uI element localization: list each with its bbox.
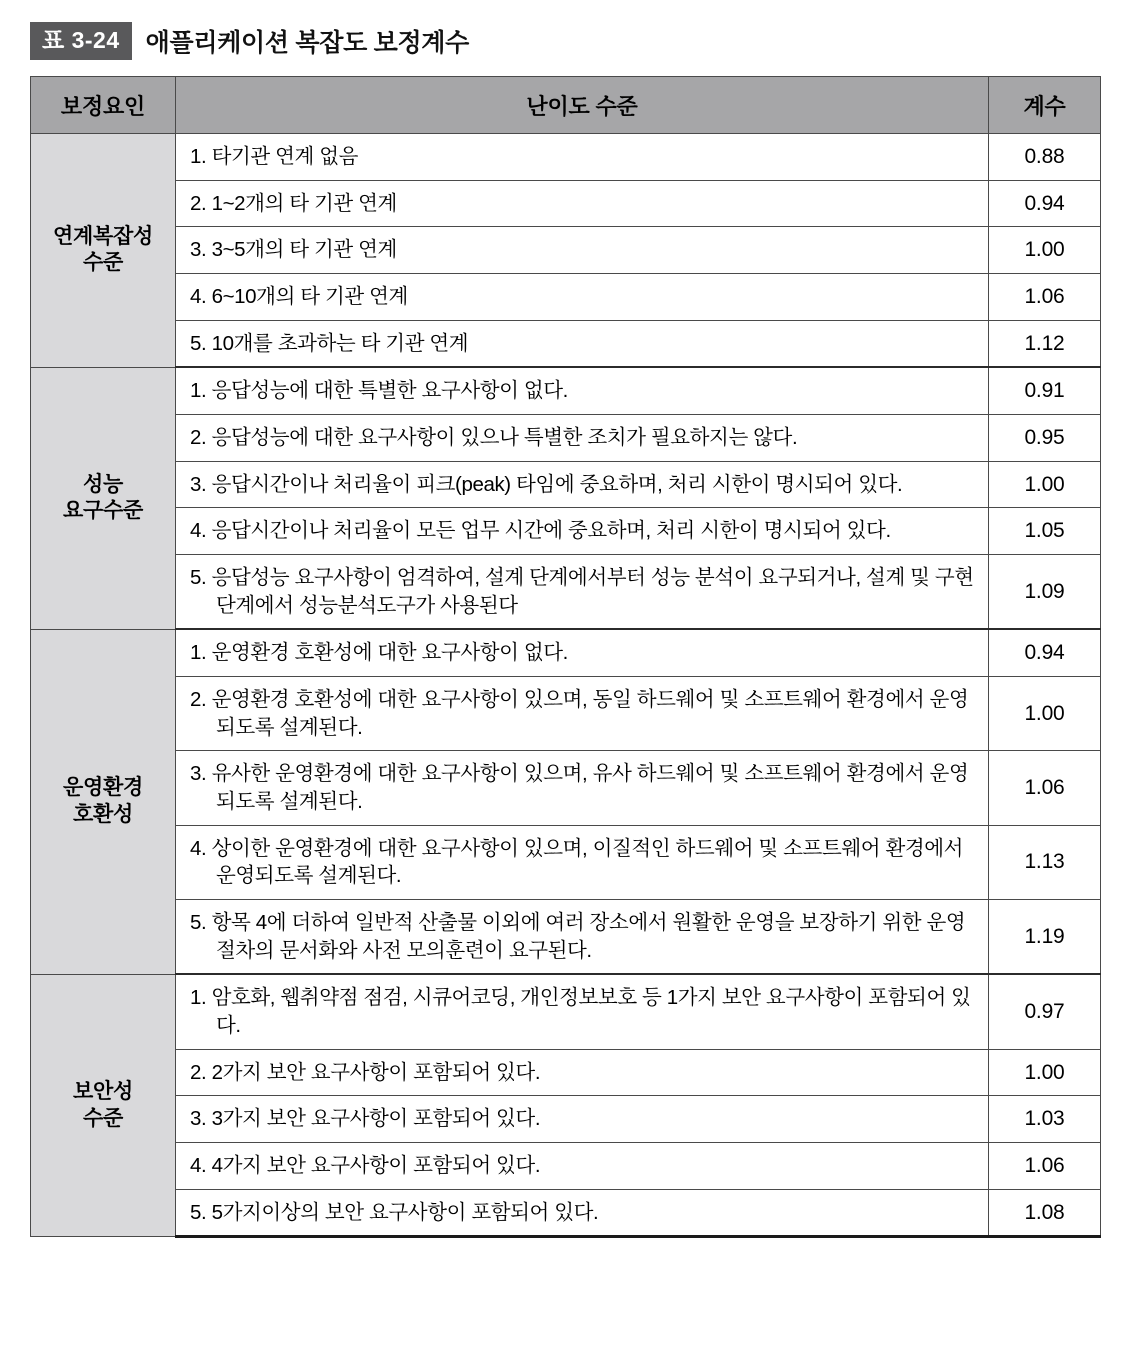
level-description-cell [176, 1049, 989, 1096]
group-label-line: 수준 [83, 251, 123, 275]
level-description-cell [176, 751, 989, 825]
group-label-line: 연계복잡성 [53, 224, 153, 248]
table-row [31, 461, 1101, 508]
level-description-text: 5. 항목 4에 더하여 일반적 산출물 이외에 여러 장소에서 원활한 운영을 보장하기 위한 운영 절차의 문서화와 사전 모의훈련이 요구된다. [190, 911, 966, 962]
table-row [31, 227, 1101, 274]
table-row [31, 629, 1101, 676]
level-description-text: 4. 6~10개의 타 기관 연계 [190, 285, 408, 309]
level-description-text: 1. 운영환경 호환성에 대한 요구사항이 없다. [190, 641, 568, 665]
level-description-text: 5. 10개를 초과하는 타 기관 연계 [190, 331, 469, 355]
level-description-text: 1. 암호화, 웹취약점 점검, 시큐어코딩, 개인정보보호 등 1가지 보안 요구사항이 포함되어 있다. [190, 986, 971, 1038]
group-label-line: 성능 [83, 472, 123, 496]
level-description-text: 2. 응답성능에 대한 요구사항이 있으나 특별한 조치가 필요하지는 않다. [190, 426, 798, 450]
table-row [31, 508, 1101, 555]
table-row [31, 900, 1101, 975]
column-header-factor: 보정요인 [31, 77, 176, 134]
table-row [31, 751, 1101, 825]
group-label-cell [31, 629, 176, 974]
level-description-cell [176, 1189, 989, 1237]
table-row [31, 1096, 1101, 1143]
level-description-cell [176, 508, 989, 555]
level-description-cell [176, 274, 989, 321]
level-description-text: 5. 응답성능 요구사항이 엄격하여, 설계 단계에서부터 성능 분석이 요구되거나, 설계 및 구현단계에서 성능분석도구가 사용된다 [190, 566, 974, 617]
group-label-line: 수준 [83, 1106, 123, 1130]
level-description-text: 2. 1~2개의 타 기관 연계 [190, 191, 397, 215]
coefficient-cell: 1.00 [989, 461, 1101, 508]
level-description-cell [176, 825, 989, 899]
group-label-line: 호환성 [73, 802, 133, 826]
table-header-row [31, 77, 1101, 134]
level-description-text: 2. 2가지 보안 요구사항이 포함되어 있다. [190, 1060, 541, 1084]
level-description-cell [176, 629, 989, 676]
coefficient-cell: 0.95 [989, 415, 1101, 462]
coefficient-cell: 1.05 [989, 508, 1101, 555]
level-description-cell [176, 1096, 989, 1143]
table-number-tag: 표 3-24 [30, 22, 132, 60]
table-header [31, 77, 1101, 134]
level-description-cell [176, 415, 989, 462]
coefficient-cell: 0.94 [989, 180, 1101, 227]
level-description-cell [176, 555, 989, 630]
level-description-text: 3. 응답시간이나 처리율이 피크(peak) 타임에 중요하며, 처리 시한이 명시되어 있다. [190, 472, 903, 496]
level-description-text: 3. 유사한 운영환경에 대한 요구사항이 있으며, 유사 하드웨어 및 소프트웨어 환경에서 운영되도록 설계된다. [190, 762, 969, 814]
table-row [31, 134, 1101, 181]
level-description-text: 1. 타기관 연계 없음 [190, 145, 359, 168]
level-description-text: 1. 응답성능에 대한 특별한 요구사항이 없다. [190, 379, 568, 403]
level-description-cell [176, 134, 989, 181]
coefficient-cell: 1.00 [989, 1049, 1101, 1096]
coefficient-cell: 1.19 [989, 900, 1101, 975]
table-row [31, 1049, 1101, 1096]
table-row [31, 180, 1101, 227]
coefficient-cell: 0.94 [989, 629, 1101, 676]
table-row [31, 320, 1101, 367]
coefficient-cell: 1.06 [989, 274, 1101, 321]
table-row [31, 1143, 1101, 1190]
level-description-cell [176, 367, 989, 414]
table-row [31, 367, 1101, 414]
level-description-cell [176, 900, 989, 975]
coefficient-cell: 0.91 [989, 367, 1101, 414]
level-description-text: 3. 3가지 보안 요구사항이 포함되어 있다. [190, 1107, 541, 1131]
group-label-line: 보안성 [73, 1079, 133, 1103]
table-row [31, 274, 1101, 321]
level-description-text: 4. 응답시간이나 처리율이 모든 업무 시간에 중요하며, 처리 시한이 명시되어 있다. [190, 519, 891, 543]
table-row [31, 415, 1101, 462]
coefficient-cell: 1.00 [989, 677, 1101, 751]
table-title: 애플리케이션 복잡도 보정계수 [145, 29, 469, 57]
level-description-text: 4. 4가지 보안 요구사항이 포함되어 있다. [190, 1154, 541, 1178]
level-description-text: 5. 5가지이상의 보안 요구사항이 포함되어 있다. [190, 1200, 599, 1224]
group-label-cell [31, 974, 176, 1237]
coefficient-cell: 1.09 [989, 555, 1101, 630]
coefficient-cell: 0.88 [989, 134, 1101, 181]
table-caption [30, 22, 1100, 60]
table-row [31, 677, 1101, 751]
table-row [31, 974, 1101, 1049]
level-description-text: 3. 3~5개의 타 기관 연계 [190, 238, 397, 262]
level-description-text: 4. 상이한 운영환경에 대한 요구사항이 있으며, 이질적인 하드웨어 및 소프트웨어 환경에서 운영되도록 설계된다. [190, 836, 964, 888]
column-header-level: 난이도 수준 [176, 77, 989, 134]
coefficient-cell: 1.06 [989, 751, 1101, 825]
level-description-text: 2. 운영환경 호환성에 대한 요구사항이 있으며, 동일 하드웨어 및 소프트웨어 환경에서 운영되도록 설계된다. [190, 688, 969, 739]
level-description-cell [176, 974, 989, 1049]
coefficient-cell: 1.12 [989, 320, 1101, 367]
level-description-cell [176, 461, 989, 508]
coefficient-cell: 1.13 [989, 825, 1101, 899]
coefficient-cell: 1.00 [989, 227, 1101, 274]
level-description-cell [176, 1143, 989, 1190]
level-description-cell [176, 677, 989, 751]
table-row [31, 555, 1101, 630]
group-label-line: 요구수준 [63, 499, 143, 523]
table-body [31, 134, 1101, 1237]
group-label-cell [31, 367, 176, 629]
complexity-adjustment-table [30, 76, 1101, 1238]
table-row [31, 825, 1101, 899]
level-description-cell [176, 227, 989, 274]
table-row [31, 1189, 1101, 1237]
level-description-cell [176, 320, 989, 367]
group-label-line: 운영환경 [63, 776, 143, 800]
group-label-cell [31, 134, 176, 368]
column-header-coefficient: 계수 [989, 77, 1101, 134]
level-description-cell [176, 180, 989, 227]
coefficient-cell: 1.06 [989, 1143, 1101, 1190]
coefficient-cell: 0.97 [989, 974, 1101, 1049]
coefficient-cell: 1.03 [989, 1096, 1101, 1143]
coefficient-cell: 1.08 [989, 1189, 1101, 1237]
